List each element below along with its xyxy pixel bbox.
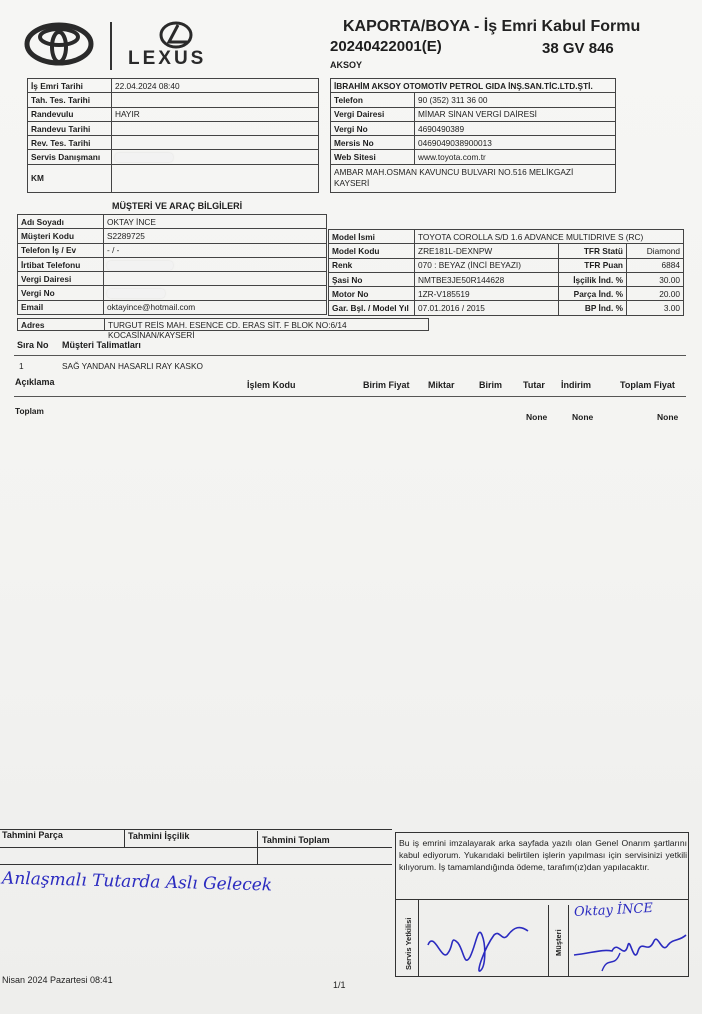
- field-label: TFR Puan: [559, 258, 627, 272]
- field-label: Randevu Tarihi: [28, 121, 112, 135]
- field-value: 22.04.2024 08:40: [112, 79, 319, 93]
- table-row: [28, 164, 319, 192]
- table-row: [18, 300, 327, 314]
- redaction-mark: [107, 261, 173, 270]
- field-label: Email: [18, 300, 104, 314]
- field-label: Renk: [329, 258, 415, 272]
- instructions-text-header: Müşteri Talimatları: [62, 340, 141, 350]
- customer-address-row: [17, 318, 429, 340]
- customer-signature-label: Müşteri: [554, 929, 563, 956]
- field-value: OKTAY İNCE: [104, 215, 327, 229]
- field-value: 20.00: [627, 287, 684, 301]
- field-value: NMTBE3JE50R144628: [415, 272, 559, 286]
- table-row: [331, 93, 616, 107]
- field-label: Vergi Dairesi: [331, 107, 415, 121]
- customer-signature-icon: [572, 925, 688, 975]
- field-label: Parça İnd. %: [559, 287, 627, 301]
- field-label: Web Sitesi: [331, 150, 415, 164]
- address-label: Adres: [21, 320, 45, 330]
- divider: [548, 905, 549, 977]
- cell-divider: [104, 319, 105, 330]
- field-label: Tah. Tes. Tarihi: [28, 93, 112, 107]
- redacted-value: [104, 286, 327, 300]
- table-row: [329, 230, 684, 244]
- field-label: Gar. Bşl. / Model Yıl: [329, 301, 415, 315]
- instructions-no-header: Sıra No: [17, 340, 49, 350]
- estimate-total-label: Tahmini Toplam: [262, 835, 330, 845]
- form-title: KAPORTA/BOYA - İş Emri Kabul Formu: [343, 18, 641, 35]
- field-value: www.toyota.com.tr: [415, 150, 616, 164]
- table-row: [331, 79, 616, 93]
- field-label: Müşteri Kodu: [18, 229, 104, 243]
- field-value: [112, 121, 319, 135]
- field-label: Şasi No: [329, 272, 415, 286]
- field-label: Model İsmi: [329, 230, 415, 244]
- work-order-number: 20240422001(E): [330, 38, 442, 55]
- field-label: KM: [28, 164, 112, 192]
- dealer-info-table: [330, 78, 616, 193]
- field-label: Rev. Tes. Tarihi: [28, 136, 112, 150]
- field-value: TOYOTA COROLLA S/D 1.6 ADVANCE MULTIDRIVE S (RC): [415, 230, 684, 244]
- divider: [0, 847, 392, 848]
- lexus-wordmark: LEXUS: [128, 48, 207, 69]
- field-value: 30.00: [627, 272, 684, 286]
- table-row: [329, 287, 684, 301]
- dealer-name: İBRAHİM AKSOY OTOMOTİV PETROL GIDA İNŞ.SAN.TİC.LTD.ŞTİ.: [331, 79, 616, 93]
- field-label: TFR Statü: [559, 244, 627, 258]
- table-row: [18, 272, 327, 286]
- table-row: [18, 243, 327, 257]
- page-number: 1/1: [333, 980, 346, 990]
- field-value: 0469049038900013: [415, 136, 616, 150]
- field-label: İrtibat Telefonu: [18, 257, 104, 271]
- field-label: Model Kodu: [329, 244, 415, 258]
- divider: [418, 899, 419, 977]
- col-header-total-price: Toplam Fiyat: [620, 380, 675, 390]
- table-row: [28, 121, 319, 135]
- total-amount-value: None: [526, 412, 548, 422]
- field-label: Vergi No: [18, 286, 104, 300]
- field-value: 4690490389: [415, 121, 616, 135]
- toyota-logo-icon: [24, 22, 94, 66]
- field-label: BP İnd. %: [559, 301, 627, 315]
- field-label: İş Emri Tarihi: [28, 79, 112, 93]
- customer-handwritten-name: Oktay İNCE: [573, 900, 654, 921]
- table-row: [28, 79, 319, 93]
- field-value: 6884: [627, 258, 684, 272]
- field-value: oktayince@hotmail.com: [104, 300, 327, 314]
- table-row: [329, 258, 684, 272]
- field-label: Telefon: [331, 93, 415, 107]
- redacted-value: [104, 257, 327, 271]
- field-value: HAYIR: [112, 107, 319, 121]
- vehicle-info-table: [328, 229, 684, 316]
- dealer-address: [331, 164, 616, 192]
- field-label: Mersis No: [331, 136, 415, 150]
- field-value: 3.00: [627, 301, 684, 315]
- customer-info-table: [17, 214, 327, 315]
- field-label: İşçilik İnd. %: [559, 272, 627, 286]
- col-header-amount: Tutar: [523, 380, 545, 390]
- divider: [14, 396, 686, 397]
- field-value: ZRE181L-DEXNPW: [415, 244, 559, 258]
- field-label: Telefon İş / Ev: [18, 243, 104, 257]
- field-label: Motor No: [329, 287, 415, 301]
- license-plate: 38 GV 846: [542, 40, 614, 57]
- table-row: [329, 301, 684, 315]
- logo-divider: [110, 22, 112, 70]
- field-label: Vergi Dairesi: [18, 272, 104, 286]
- estimate-parts-label: Tahmini Parça: [2, 830, 63, 840]
- redaction-mark: [115, 153, 173, 162]
- col-header-operation-code: İşlem Kodu: [247, 380, 296, 390]
- print-date: Nisan 2024 Pazartesi 08:41: [2, 975, 113, 985]
- table-row: [331, 164, 616, 192]
- field-value: S2289725: [104, 229, 327, 243]
- table-row: [18, 257, 327, 271]
- field-value: 90 (352) 311 36 00: [415, 93, 616, 107]
- redaction-mark: [107, 289, 165, 298]
- instruction-no: 1: [19, 361, 24, 371]
- total-discount-value: None: [572, 412, 594, 422]
- field-value: 07.01.2016 / 2015: [415, 301, 559, 315]
- service-signature-icon: [424, 905, 544, 975]
- legal-text: Bu iş emrini imzalayarak arka sayfada yazılı olan Genel Onarım şartlarını kabul ediyorum. Yukarıdaki belirtilen işlerin yapılması için servisinizi yetkili kılıyorum. İş tamamlandığında ödeme, tarafım(ız)dan yapılacaktır.: [399, 838, 687, 872]
- field-label: Vergi No: [331, 121, 415, 135]
- divider: [395, 899, 689, 900]
- table-row: [329, 272, 684, 286]
- total-label: Toplam: [15, 406, 44, 416]
- field-label: Randevulu: [28, 107, 112, 121]
- table-row: [18, 229, 327, 243]
- address-value: TURGUT REİS MAH. ESENCE CD. ERAS SİT. F BLOK NO:6/14 KOCASİNAN/KAYSERİ: [108, 320, 347, 340]
- field-label: Adı Soyadı: [18, 215, 104, 229]
- field-value: Diamond: [627, 244, 684, 258]
- work-order-dates-table: [27, 78, 319, 193]
- estimate-labor-label: Tahmini İşçilik: [128, 831, 190, 841]
- table-row: [331, 136, 616, 150]
- handwritten-note: Anlaşmalı Tutarda Aslı Gelecek: [1, 868, 273, 896]
- field-value: [112, 93, 319, 107]
- table-row: [18, 286, 327, 300]
- table-row: [28, 107, 319, 121]
- field-value: - / -: [104, 243, 327, 257]
- table-row: [331, 121, 616, 135]
- table-row: [18, 215, 327, 229]
- col-header-quantity: Miktar: [428, 380, 455, 390]
- col-header-discount: İndirim: [561, 380, 592, 390]
- redacted-value: [112, 150, 319, 164]
- col-header-description: Açıklama: [15, 377, 55, 387]
- field-value: 070 : BEYAZ (İNCİ BEYAZI): [415, 258, 559, 272]
- field-value: 1ZR-V185519: [415, 287, 559, 301]
- divider: [0, 864, 392, 865]
- field-label: Servis Danışmanı: [28, 150, 112, 164]
- field-value: MİMAR SİNAN VERGİ DAİRESİ: [415, 107, 616, 121]
- table-row: [28, 93, 319, 107]
- table-row: [331, 150, 616, 164]
- col-header-unit-price: Birim Fiyat: [363, 380, 410, 390]
- instruction-text: SAĞ YANDAN HASARLI RAY KASKO: [62, 361, 203, 371]
- divider: [257, 831, 258, 865]
- lexus-emblem-icon: [158, 20, 194, 50]
- dealer-address-line1: AMBAR MAH.OSMAN KAVUNCU BULVARI NO.516 MELİKGAZİ: [334, 167, 574, 178]
- col-header-unit: Birim: [479, 380, 503, 390]
- divider: [14, 355, 686, 356]
- table-row: [28, 150, 319, 164]
- total-price-value: None: [657, 412, 679, 422]
- table-row: [28, 136, 319, 150]
- divider: [124, 829, 125, 847]
- dealer-short-name: AKSOY: [330, 60, 363, 70]
- table-row: [331, 107, 616, 121]
- customer-section-title: MÜŞTERİ VE ARAÇ BİLGİLERİ: [112, 201, 243, 211]
- field-value: [104, 272, 327, 286]
- dealer-address-line2: KAYSERİ: [334, 178, 370, 189]
- table-row: [329, 244, 684, 258]
- divider: [568, 905, 569, 977]
- field-value: [112, 164, 319, 192]
- field-value: [112, 136, 319, 150]
- service-signature-label: Servis Yetkilisi: [404, 917, 413, 970]
